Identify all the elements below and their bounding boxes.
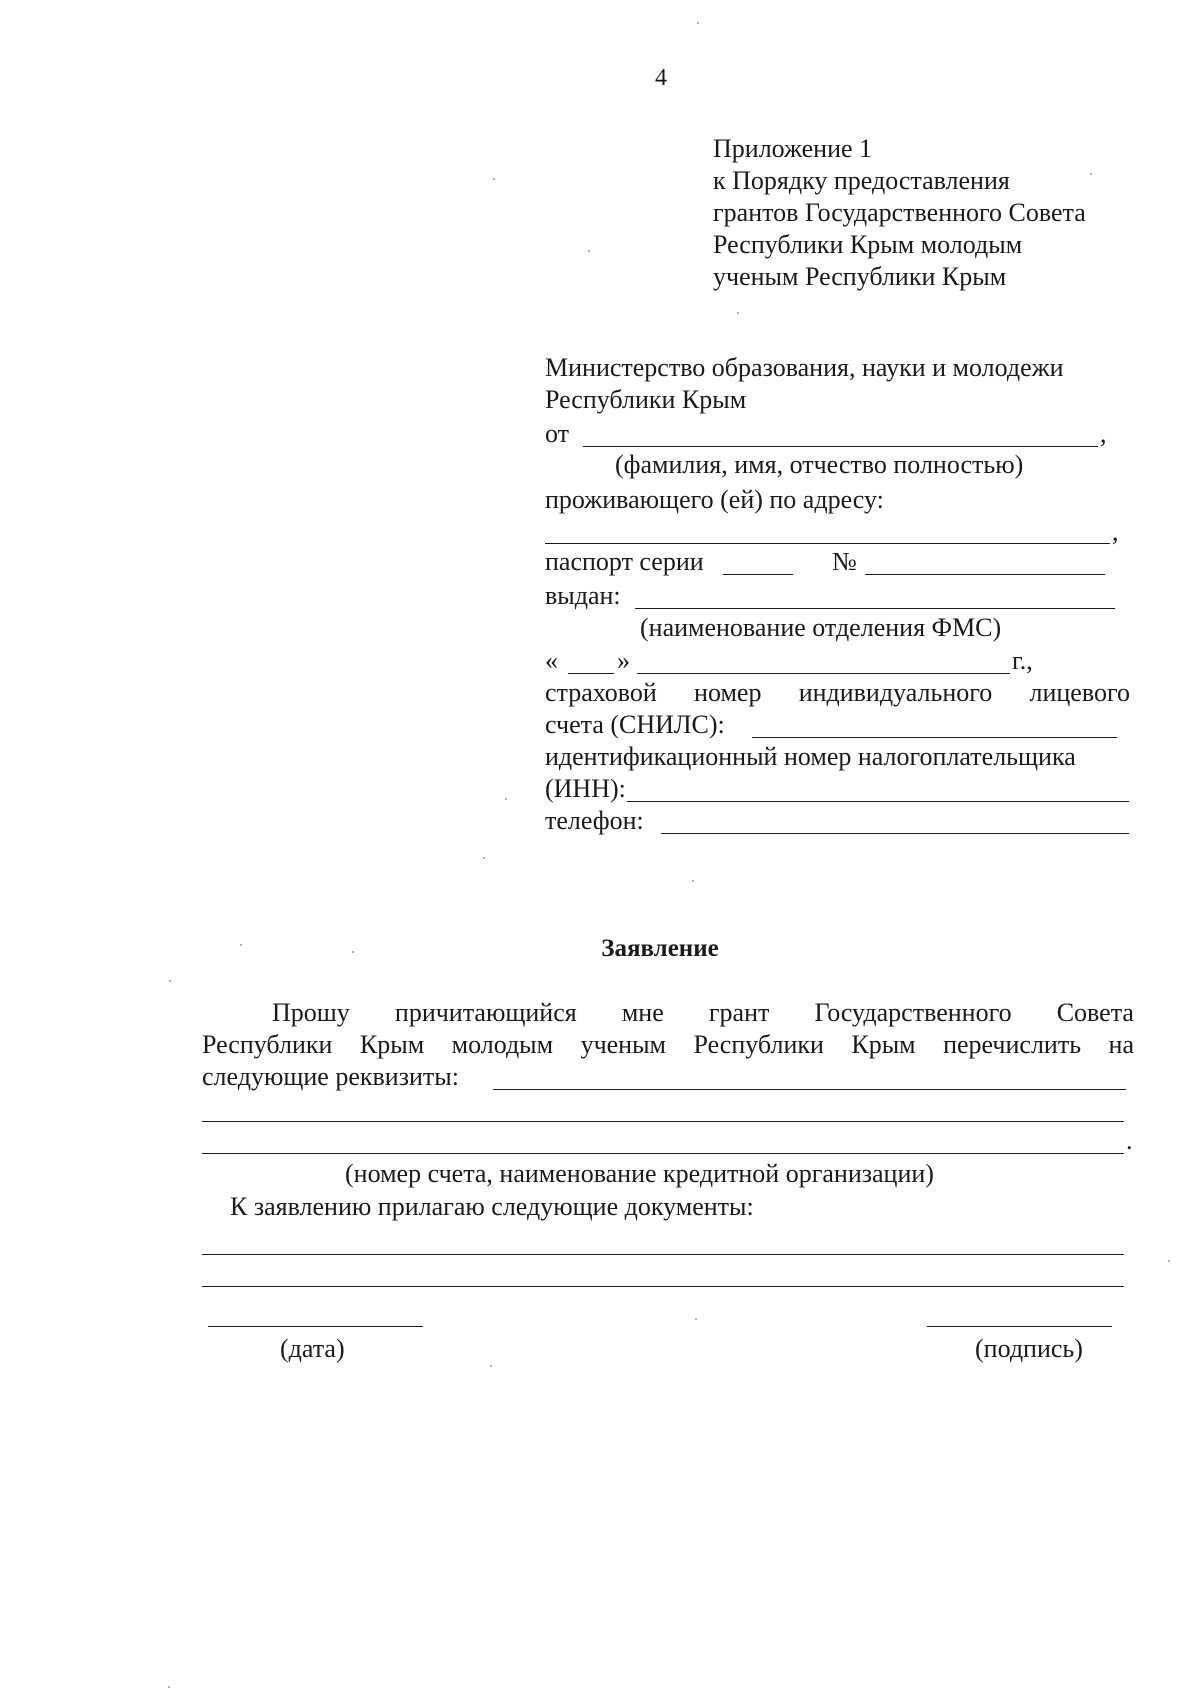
comma: ,: [1100, 419, 1107, 448]
issue-day-field[interactable]: [568, 673, 614, 674]
account-hint: (номер счета, наименование кредитной организации): [345, 1159, 934, 1188]
fms-hint: (наименование отделения ФМС): [640, 613, 1002, 642]
fio-field[interactable]: [583, 446, 1098, 447]
issued-label: выдан:: [545, 581, 621, 610]
passport-series-field[interactable]: [723, 574, 793, 575]
scan-speck: [588, 250, 590, 252]
scan-speck: [697, 22, 699, 24]
passport-series-label: паспорт серии: [545, 547, 704, 576]
snils-field[interactable]: [752, 737, 1117, 738]
appendix-line: Приложение 1: [713, 134, 873, 163]
requisites-field-1[interactable]: [493, 1089, 1126, 1090]
paragraph-word: причитающийся: [394, 998, 577, 1027]
scan-speck: [352, 951, 354, 953]
scan-speck: [493, 178, 495, 180]
period: .: [1126, 1126, 1133, 1155]
ministry-line-1: Министерство образования, науки и молодежи: [545, 353, 1064, 382]
attachments-label: К заявлению прилагаю следующие документы:: [230, 1192, 754, 1221]
paragraph-word: грант: [708, 998, 770, 1027]
paragraph-word: молодым: [451, 1030, 554, 1059]
appendix-line: грантов Государственного Совета: [713, 198, 1086, 227]
phone-label: телефон:: [545, 806, 644, 835]
signature-hint: (подпись): [975, 1334, 1083, 1363]
residing-label: проживающего (ей) по адресу:: [545, 485, 884, 514]
statement-title: Заявление: [601, 935, 719, 962]
number-sign: №: [832, 547, 857, 576]
scan-speck: [240, 944, 242, 946]
scan-speck: [1168, 1260, 1170, 1262]
appendix-line: Республики Крым молодым: [713, 230, 1023, 259]
passport-number-field[interactable]: [865, 574, 1105, 575]
date-field[interactable]: [208, 1326, 423, 1327]
inn-field[interactable]: [627, 801, 1129, 802]
scan-speck: [1090, 173, 1092, 175]
date-hint: (дата): [280, 1334, 345, 1363]
scan-speck: [695, 1318, 697, 1320]
snils-line-1: [545, 677, 1130, 709]
paragraph-word: перечислить: [943, 1030, 1082, 1059]
fio-hint: (фамилия, имя, отчество полностью): [615, 450, 1024, 479]
quote-close: »: [617, 646, 630, 675]
snils-label: счета (СНИЛС):: [545, 710, 725, 739]
ministry-line-2: Республики Крым: [545, 385, 747, 414]
issued-by-field[interactable]: [635, 608, 1115, 609]
paragraph-word: Крым: [359, 1030, 425, 1059]
page-number: 4: [655, 65, 667, 91]
paragraph-word: Государственного: [814, 998, 1012, 1027]
phone-field[interactable]: [661, 833, 1129, 834]
paragraph-word: Прошу: [272, 998, 350, 1027]
requisites-field-3[interactable]: [202, 1153, 1124, 1154]
paragraph-word: мне: [621, 998, 664, 1027]
appendix-header: [713, 133, 1086, 293]
year-suffix: г.,: [1012, 646, 1033, 675]
appendix-line: ученым Республики Крым: [713, 262, 1007, 291]
scan-speck: [505, 798, 507, 800]
snils-word: индивидуального: [798, 678, 993, 707]
paragraph-word: Республики: [202, 1030, 333, 1059]
requisites-field-2[interactable]: [202, 1121, 1124, 1122]
attachments-field-1[interactable]: [202, 1254, 1124, 1255]
paragraph-word: Крым: [851, 1030, 916, 1059]
paragraph-word: Совета: [1056, 998, 1134, 1027]
scan-speck: [692, 880, 694, 882]
inn-label: (ИНН):: [545, 774, 626, 803]
comma: ,: [1112, 517, 1119, 546]
paragraph-word: на: [1108, 1030, 1134, 1059]
inn-line-1: идентификационный номер налогоплательщика: [545, 742, 1076, 771]
scan-speck: [169, 980, 171, 982]
quote-open: «: [545, 646, 558, 675]
scan-speck: [490, 1365, 492, 1367]
scan-speck: [483, 857, 485, 859]
issue-month-year-field[interactable]: [637, 673, 1010, 674]
scan-speck: [168, 1686, 170, 1688]
snils-word: номер: [694, 678, 762, 707]
appendix-line: к Порядку предоставления: [713, 166, 1010, 195]
from-label: от: [545, 419, 570, 448]
paragraph-word: ученым: [580, 1030, 667, 1059]
paragraph-line-2: [202, 1029, 1134, 1061]
signature-field[interactable]: [927, 1326, 1112, 1327]
address-field[interactable]: [545, 543, 1110, 544]
paragraph-line-1: [272, 997, 1134, 1029]
attachments-field-2[interactable]: [202, 1286, 1124, 1287]
paragraph-word: Республики: [693, 1030, 824, 1059]
snils-word: страховой: [545, 678, 657, 707]
requisites-label: следующие реквизиты:: [202, 1062, 459, 1091]
snils-word: лицевого: [1029, 678, 1130, 707]
scan-speck: [737, 312, 739, 314]
